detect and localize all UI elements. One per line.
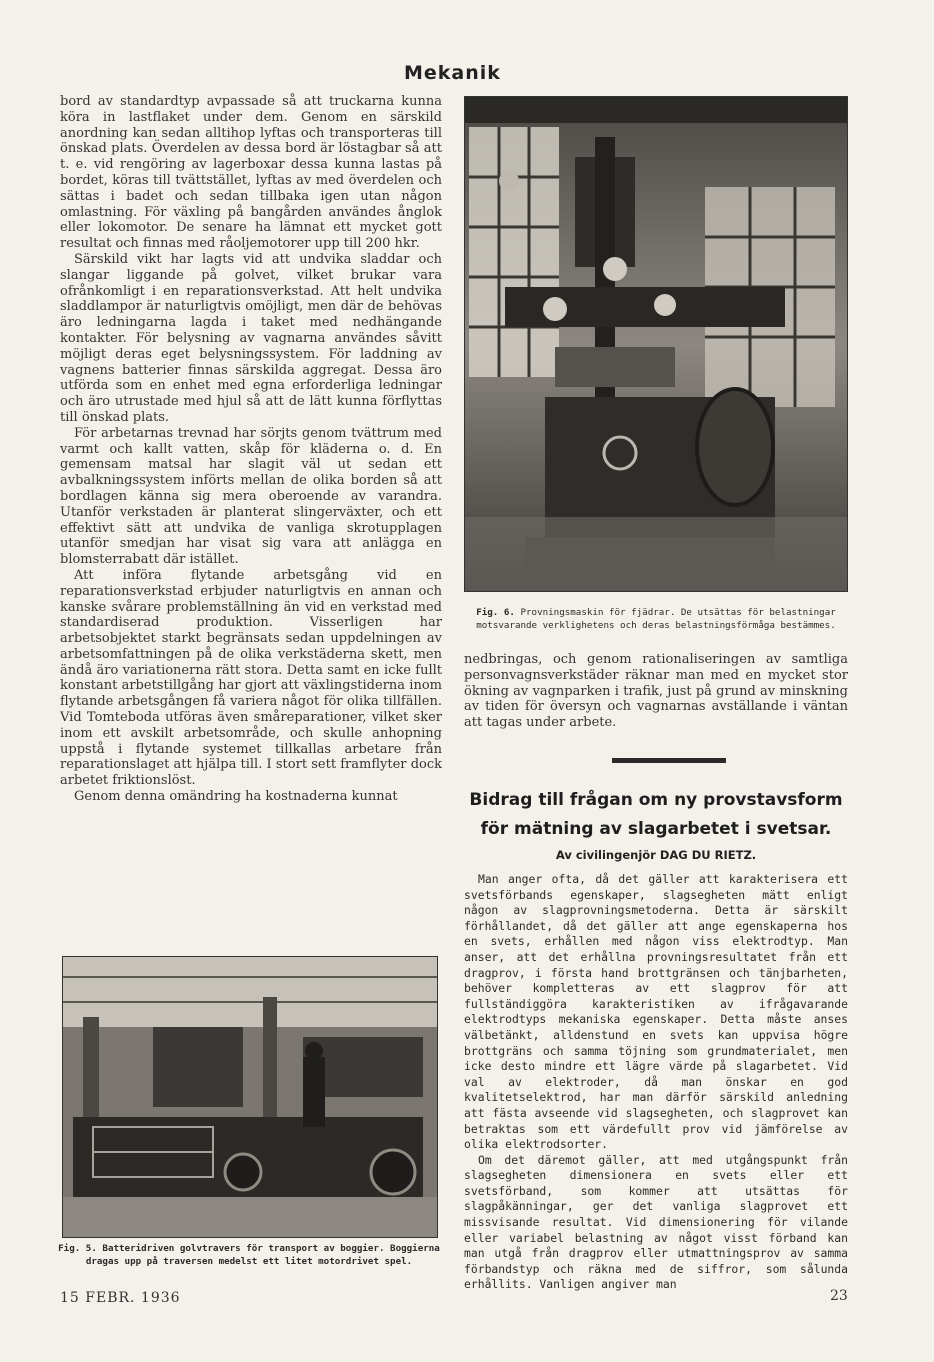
figure-6-label: Fig. 6. (476, 607, 515, 618)
figure-6-caption-text: Provningsmaskin för fjädrar. De utsättas för belastningar motsvarande verklighetens och deras belastningsförmåga bestämmes. (476, 607, 836, 631)
figure-6-photo (464, 96, 848, 592)
article-title (458, 786, 854, 844)
figure-5-caption-text: Batteridriven golvtravers för transport av boggier. Boggierna dragas upp på traversen medelst ett litet motordrivet spel. (85, 1243, 440, 1267)
article-paragraph: Om det däremot gäller, att med utgångspunkt från slagsegheten dimensionera en svets eller ett svetsförband, som kommer att utsättas för slagpåkänningar, ger det vanliga slagprovet ett missvisande resultat. Vid dimensionering för vilande eller variabel belastning av något visst förband kan man utgå från dragprov eller utmattningsprov av samma förbandstyp och räkna med de siffror, som sålunda erhållits. Vanligen angiver man (464, 1152, 848, 1292)
battery-traverser-image (63, 957, 437, 1237)
article-title-line-2: för mätning av slagarbetet i svetsar. (480, 819, 832, 839)
left-paragraph: bord av standardtyp avpassade så att truckarna kunna köra in lastflaket under dem. Genom en särskild anordning kan sedan alltihop lyftas och transporteras till önskad plats. Överdelen av dessa bord är löstagbar så att t. e. vid rengöring av lagerboxar dessa kunna lastas på bordet, köras till tvättstället, lyftas av med överdelen och sättas i badet och sedan tillbaka igen utan någon omlastning. För växling på bangården användes ånglok eller lokomotor. De senare ha lämnat ett mycket gott resultat och finnas med råoljemotorer upp till 200 hkr. (60, 94, 442, 252)
article-body (464, 872, 848, 1292)
left-paragraph: Genom denna omändring ha kostnaderna kunnat (74, 789, 398, 805)
left-paragraph: Särskild vikt har lagts vid att undvika sladdar och slangar liggande på golvet, vilket brukar vara ofrånkomligt i en reparationsverkstad. Att helt undvika sladdlampor är naturligtvis omöjligt, men där de behövas äro ledningarna lagda i taket med nedhängande kontakter. För belysning av vagnarna användes såvitt möjligt deras eget belysningssystem. För laddning av vagnens batterier finnas särskilda aggregat. Dessa äro utförda som en enhet med egna erforderliga ledningar och äro utrustade med hjul så att de lätt kunna förflyttas till önskad plats. (60, 251, 442, 425)
right-paragraph: nedbringas, och genom rationaliseringen av samtliga personvagnsverkstäder räknar man med en mycket stor ökning av vagnparken i trafik, just på grund av minskning av tiden för översyn och vagnarnas avställande i väntan att tagas under arbete. (464, 652, 848, 731)
issue-date: 15 FEBR. 1936 (60, 1290, 181, 1306)
article-title-line-1: Bidrag till frågan om ny provstavsform (469, 790, 843, 810)
left-column-text (60, 94, 442, 936)
left-paragraph: För arbetarnas trevnad har sörjts genom tvättrum med varmt och kallt vatten, skåp för kläderna o. d. En gemensam matsal har slagit väl ut sedan ett avbalkningssystem införts mellan de olika borden så att bordlagen känna sig mera oberoende av varandra. Utanför verkstaden är planterat slingerväxter, och ett effektivt sätt att undvika de vanliga skrotupplagen utanför smedjan har visat sig vara att anlägga en blomsterrabatt där istället. (60, 425, 442, 568)
figure-6-caption (464, 606, 848, 632)
figure-5-caption (58, 1242, 440, 1268)
section-header: Mekanik (404, 62, 501, 84)
figure-5-label: Fig. 5. (58, 1243, 97, 1254)
spring-testing-machine-image (465, 97, 847, 591)
right-column-continuation (464, 652, 848, 748)
article-byline: Av civilingenjör DAG DU RIETZ. (555, 848, 757, 862)
section-divider (612, 758, 726, 763)
figure-5-photo (62, 956, 438, 1238)
article-paragraph: Man anger ofta, då det gäller att karakterisera ett svetsförbands egenskaper, slagsegheten mätt enligt någon av slagprovningsmetoderna. Detta är särskilt förhållandet, då det gäller att ange egenskaperna hos en svets, erhållen med någon viss elektrodtyp. Man anser, att det erhållna provningsresultatet från ett dragprov, i första hand brottgränsen och tänjbarheten, behöver kompletteras av ett slagprov för att fullständiggöra karakteristiken av ifrågavarande elektrodtyps mekaniska egenskaper. Detta måste anses välbetänkt, alldenstund en svets kan uppvisa högre brottgräns och samma töjning som grundmaterialet, men icke desto mindre ett lägre värde på slagarbetet. Vid val av elektroder, då man önskar en god kvalitetselektrod, har man därför särskild anledning att fästa avseende vid slagsegheten, och slagprovet kan betraktas som ett värdefullt prov vid jämförelse av olika elektrodsorter. (464, 872, 848, 1152)
left-paragraph: Att införa flytande arbetsgång vid en reparationsverkstad erbjuder naturligtvis en annan och kanske svårare problemställning än vid en verkstad med standardiserad produktion. Visserligen har arbetsobjektet starkt begränsats sedan uppdelningen av arbetsomfattningen på de olika verkstäderna skett, men ändå äro variationerna rätt stora. Detta samt en icke fullt konstant arbetstillgång har gjort att växlingstiderna inom flytande arbetsgången få variera något för olika tillfällen. Vid Tomteboda utföras även småreparationer, vilket sker inom ett avskilt arbetsområde, och skulle anhopning uppstå i flytande systemet tillkallas arbetare från reparationslaget att hjälpa till. I stort sett framflyter dock arbetet friktionslöst. (60, 567, 442, 789)
page-number: 23 (830, 1288, 848, 1304)
